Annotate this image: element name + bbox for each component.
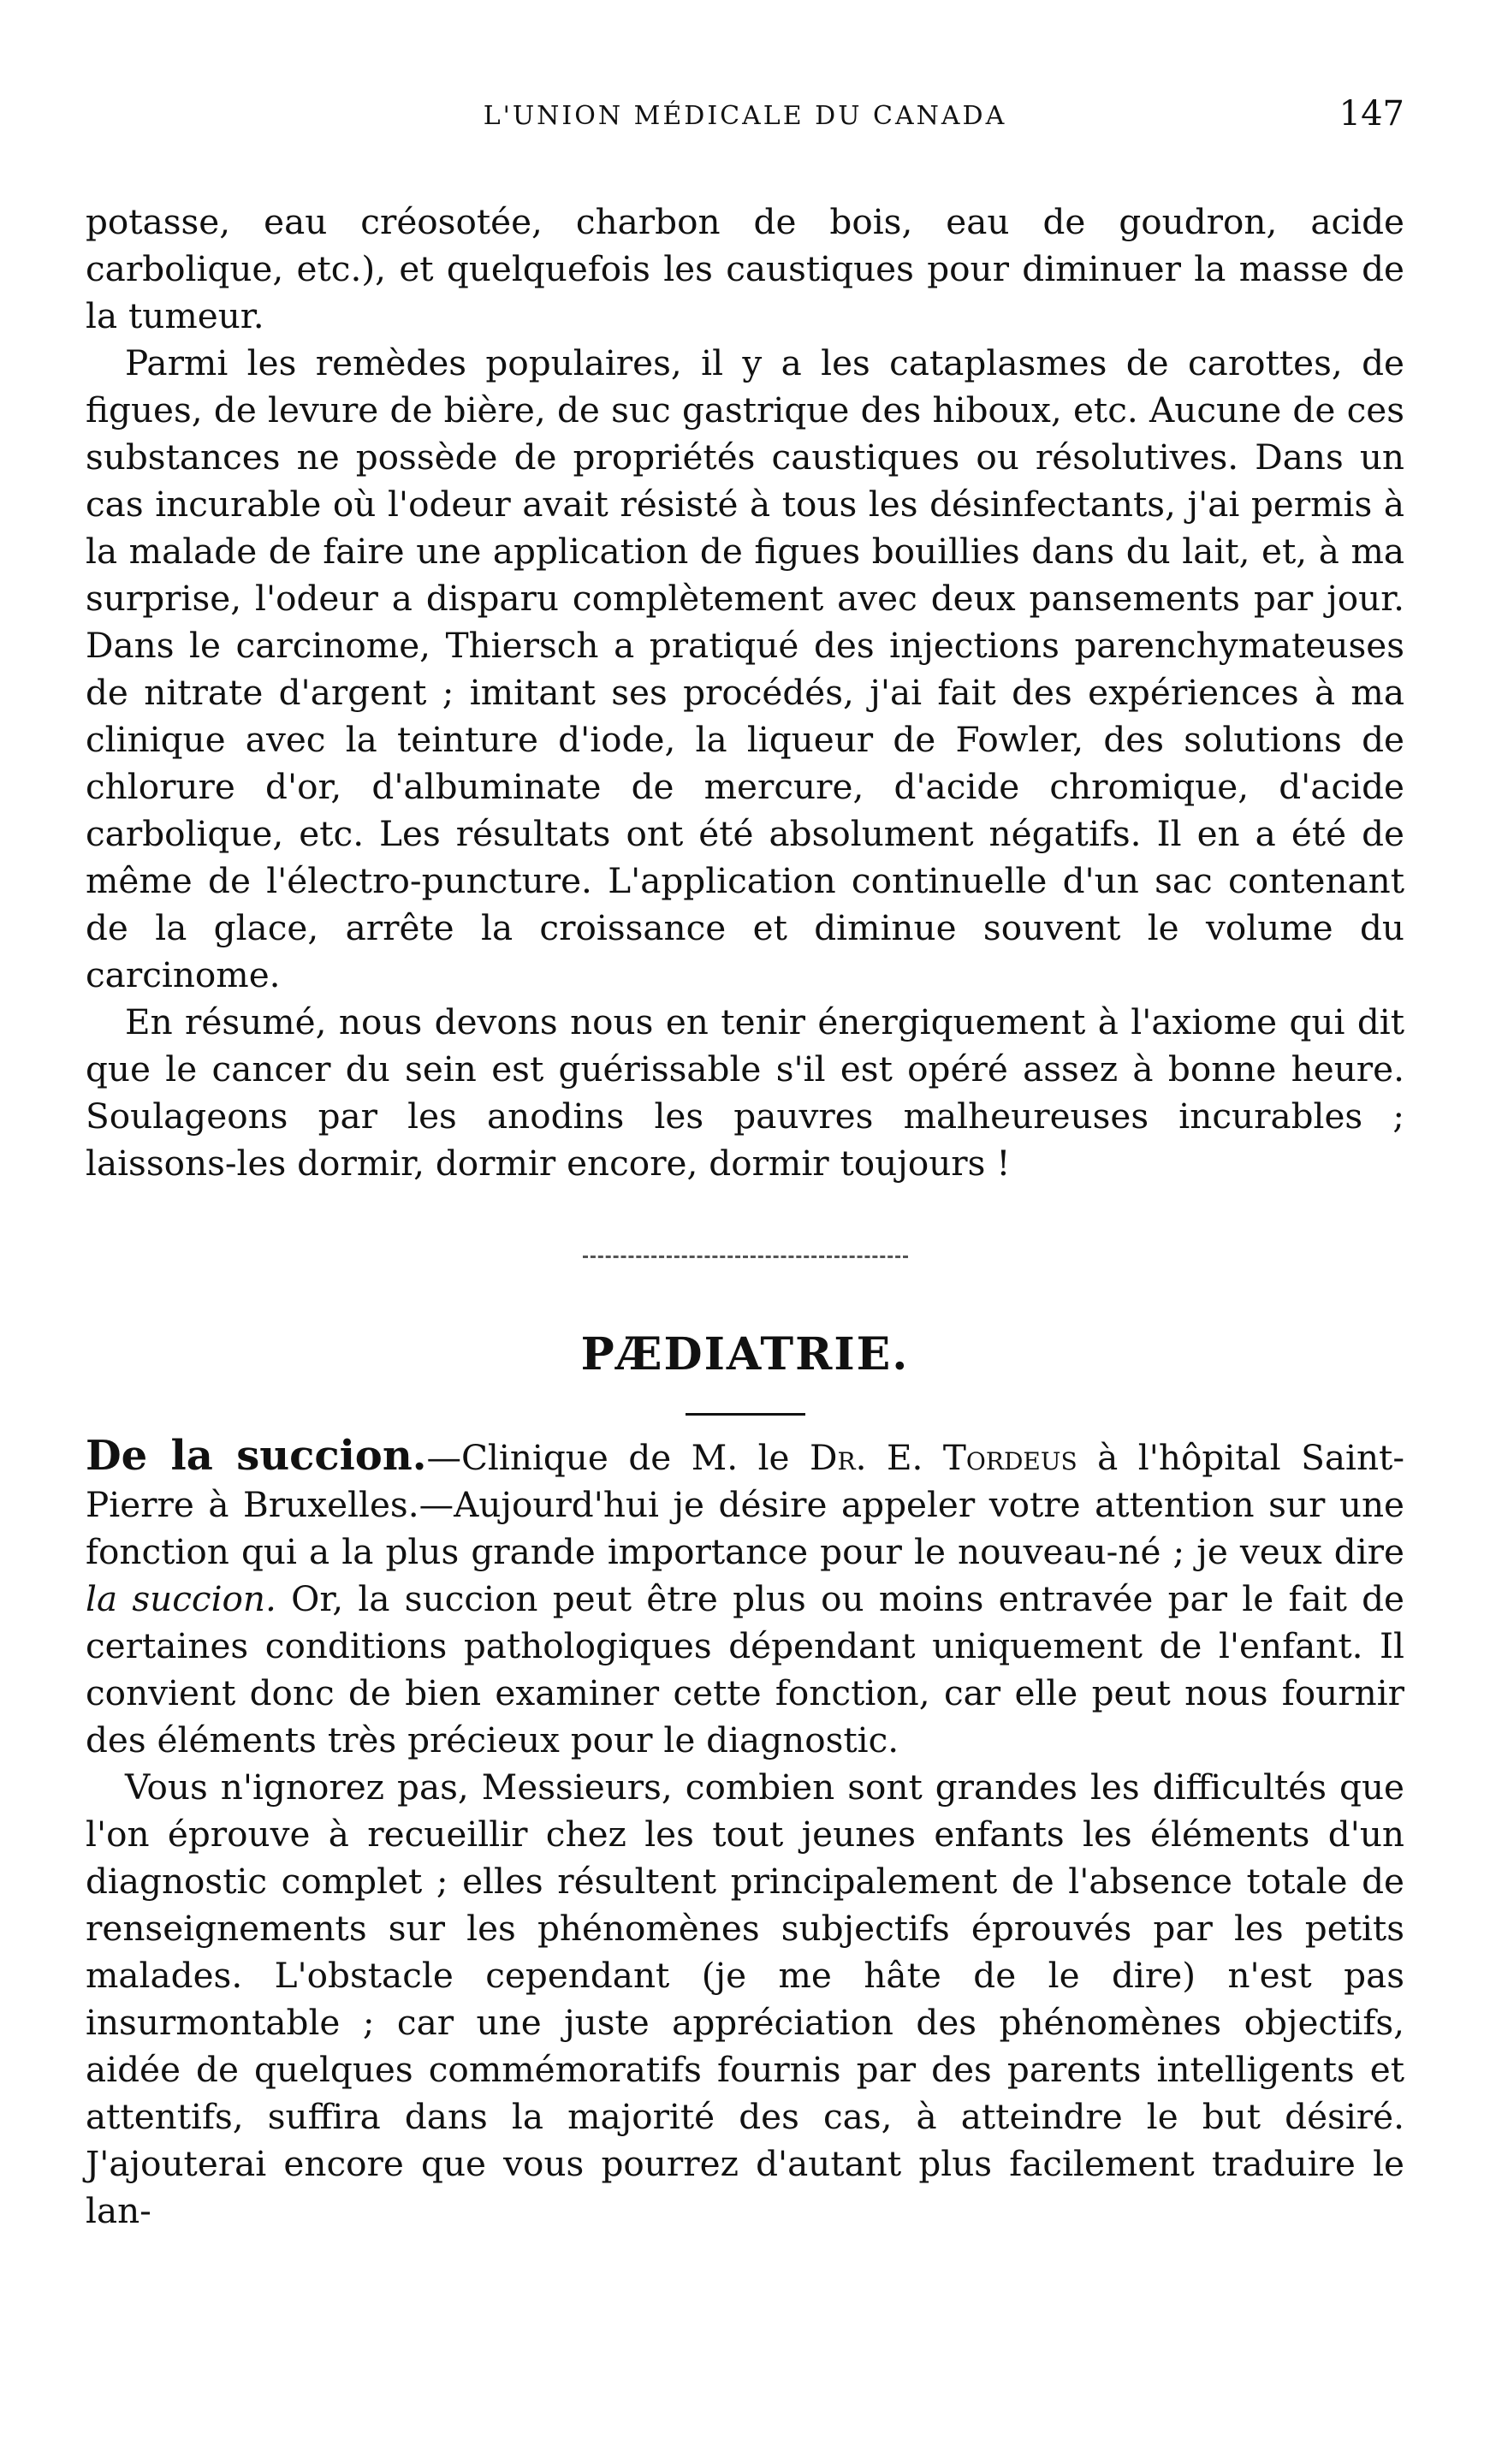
- article-succion: [86, 1433, 1404, 2235]
- section-heading: PÆDIATRIE.: [580, 1328, 910, 1380]
- lead-paragraph: [86, 1433, 1404, 1764]
- section-separator: [583, 1256, 908, 1258]
- byline-text: —Clinique de M. le: [426, 1437, 810, 1478]
- italic-term: la succion.: [86, 1578, 276, 1619]
- heading-rule: [686, 1413, 805, 1416]
- running-title: L'UNION MÉDICALE DU CANADA: [483, 101, 1007, 131]
- paragraph: Vous n'ignorez pas, Messieurs, combien sont grandes les difficultés que l'on éprouve à recueillir chez les tout jeunes enfants les éléments d'un diagnostic complet ; elles résultent principalement de l'absence totale de renseignements sur les phénomènes subjectifs éprouvés par les petits malades. L'obstacle cependant (je me hâte de le dire) n'est pas insurmontable ; car une juste appréciation des phénomènes objectifs, aidée de quelques commémoratifs fournis par des parents intelligents et attentifs, suffira dans la majorité des cas, à atteindre le but désiré. J'ajouterai encore que vous pourrez d'autant plus facilement traduire le lan-: [86, 1766, 1404, 2231]
- running-header: [86, 94, 1404, 145]
- continued-article: [86, 199, 1404, 1187]
- paragraph: potasse, eau créosotée, charbon de bois, eau de goudron, acide carbolique, etc.), et quelquefois les caustiques pour diminuer la masse de la tumeur.: [86, 201, 1404, 336]
- page-number: 147: [1339, 94, 1404, 134]
- doctor-name: Dr. E. Tordeus: [810, 1437, 1077, 1478]
- paragraph: Parmi les remèdes populaires, il y a les cataplasmes de carottes, de figues, de levure de bière, de suc gastrique des hiboux, etc. Aucune de ces substances ne possède de propriétés caustiques ou résolutives. Dans un cas incurable où l'odeur avait résisté à tous les désinfectants, j'ai permis à la malade de faire une application de figues bouillies dans du lait, et, à ma surprise, l'odeur a disparu complètement avec deux pansements par jour. Dans le carcinome, Thiersch a pratiqué des injections parenchymateuses de nitrate d'argent ; imitant ses procédés, j'ai fait des expériences à ma clinique avec la teinture d'iode, la liqueur de Fowler, des solutions de chlorure d'or, d'albuminate de mercure, d'acide chromique, d'acide carbolique, etc. Les résultats ont été absolument négatifs. Il en a été de même de l'électro-puncture. L'application continuelle d'un sac contenant de la glace, arrête la croissance et diminue souvent le volume du carcinome.: [86, 342, 1404, 995]
- article-title: De la succion.: [86, 1432, 427, 1480]
- lead-rest: Or, la succion peut être plus ou moins entravée par le fait de certaines conditions pathologiques dépendant uniquement de l'enfant. Il convient donc de bien examiner cette fonction, car elle peut nous fournir des éléments très précieux pour le diagnostic.: [86, 1578, 1405, 1760]
- paragraph: En résumé, nous devons nous en tenir énergiquement à l'axiome qui dit que le cancer du sein est guérissable s'il est opéré assez à bonne heure. Soulageons par les anodins les pauvres malheureuses incurables ; laissons-les dormir, dormir encore, dormir toujours !: [86, 1001, 1404, 1184]
- byline-text: à l'hôpital Saint-Pierre à Bruxelles.—Aujourd'hui je désire appeler votre attention sur une fonction qui a la plus grande importance pour le nouveau-né ; je veux dire: [86, 1437, 1405, 1572]
